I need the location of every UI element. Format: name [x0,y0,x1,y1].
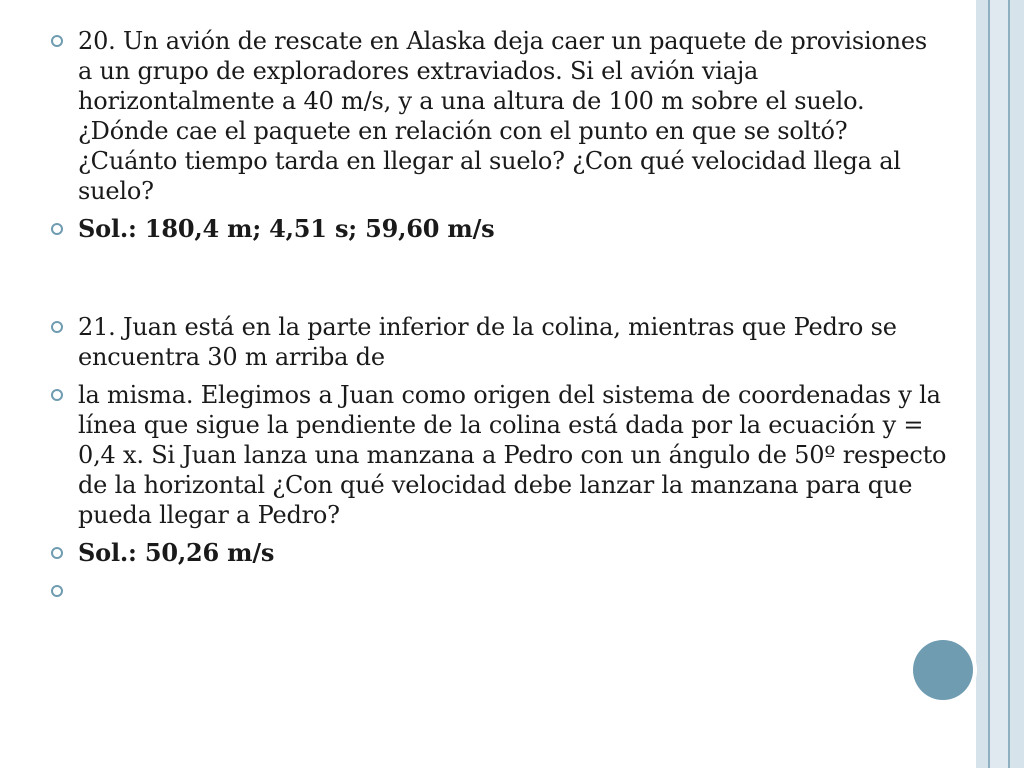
circle-bullet-icon [48,312,78,342]
bullet-item-problem-21-continued [48,380,948,530]
bullet-item-solution-20 [48,214,948,244]
circle-bullet-icon [48,26,78,56]
bullet-list [48,26,948,606]
circle-bullet-icon [48,576,78,606]
problem-20-text: 20. Un avión de rescate en Alaska deja caer un paquete de provisiones a un grupo de exploradores extraviados. Si el avión viaja horizontalmente a 40 m/s, y a una altura de 100 m sobre el suelo. ¿Dónde cae el paquete en relación con el punto en que se soltó? ¿Cuánto tiempo tarda en llegar al suelo? ¿Con qué velocidad llega al suelo? [78,27,928,205]
bullet-item-empty [48,576,948,606]
problem-21-continued-text: la misma. Elegimos a Juan como origen del sistema de coordenadas y la línea que sigue la pendiente de la colina está dada por la ecuación y = 0,4 x. Si Juan lanza una manzana a Pedro con un ángulo de 50º respecto de la horizontal ¿Con qué velocidad debe lanzar la manzana para que pueda llegar a Pedro? [78,381,947,529]
border-stripe [1010,0,1024,768]
bullet-item-solution-21 [48,538,948,568]
circle-bullet-icon [48,214,78,244]
bullet-item-problem-21 [48,312,948,372]
solution-21-text: Sol.: 50,26 m/s [78,538,275,567]
border-stripe [976,0,988,768]
decorative-circle [913,640,973,700]
circle-bullet-icon [48,538,78,568]
right-border-decoration [976,0,1024,768]
border-stripe [990,0,1008,768]
problem-21-text: 21. Juan está en la parte inferior de la colina, mientras que Pedro se encuentra 30 m arriba de [78,313,897,371]
solution-20-text: Sol.: 180,4 m; 4,51 s; 59,60 m/s [78,214,495,243]
bullet-item-problem-20 [48,26,948,206]
circle-bullet-icon [48,380,78,410]
